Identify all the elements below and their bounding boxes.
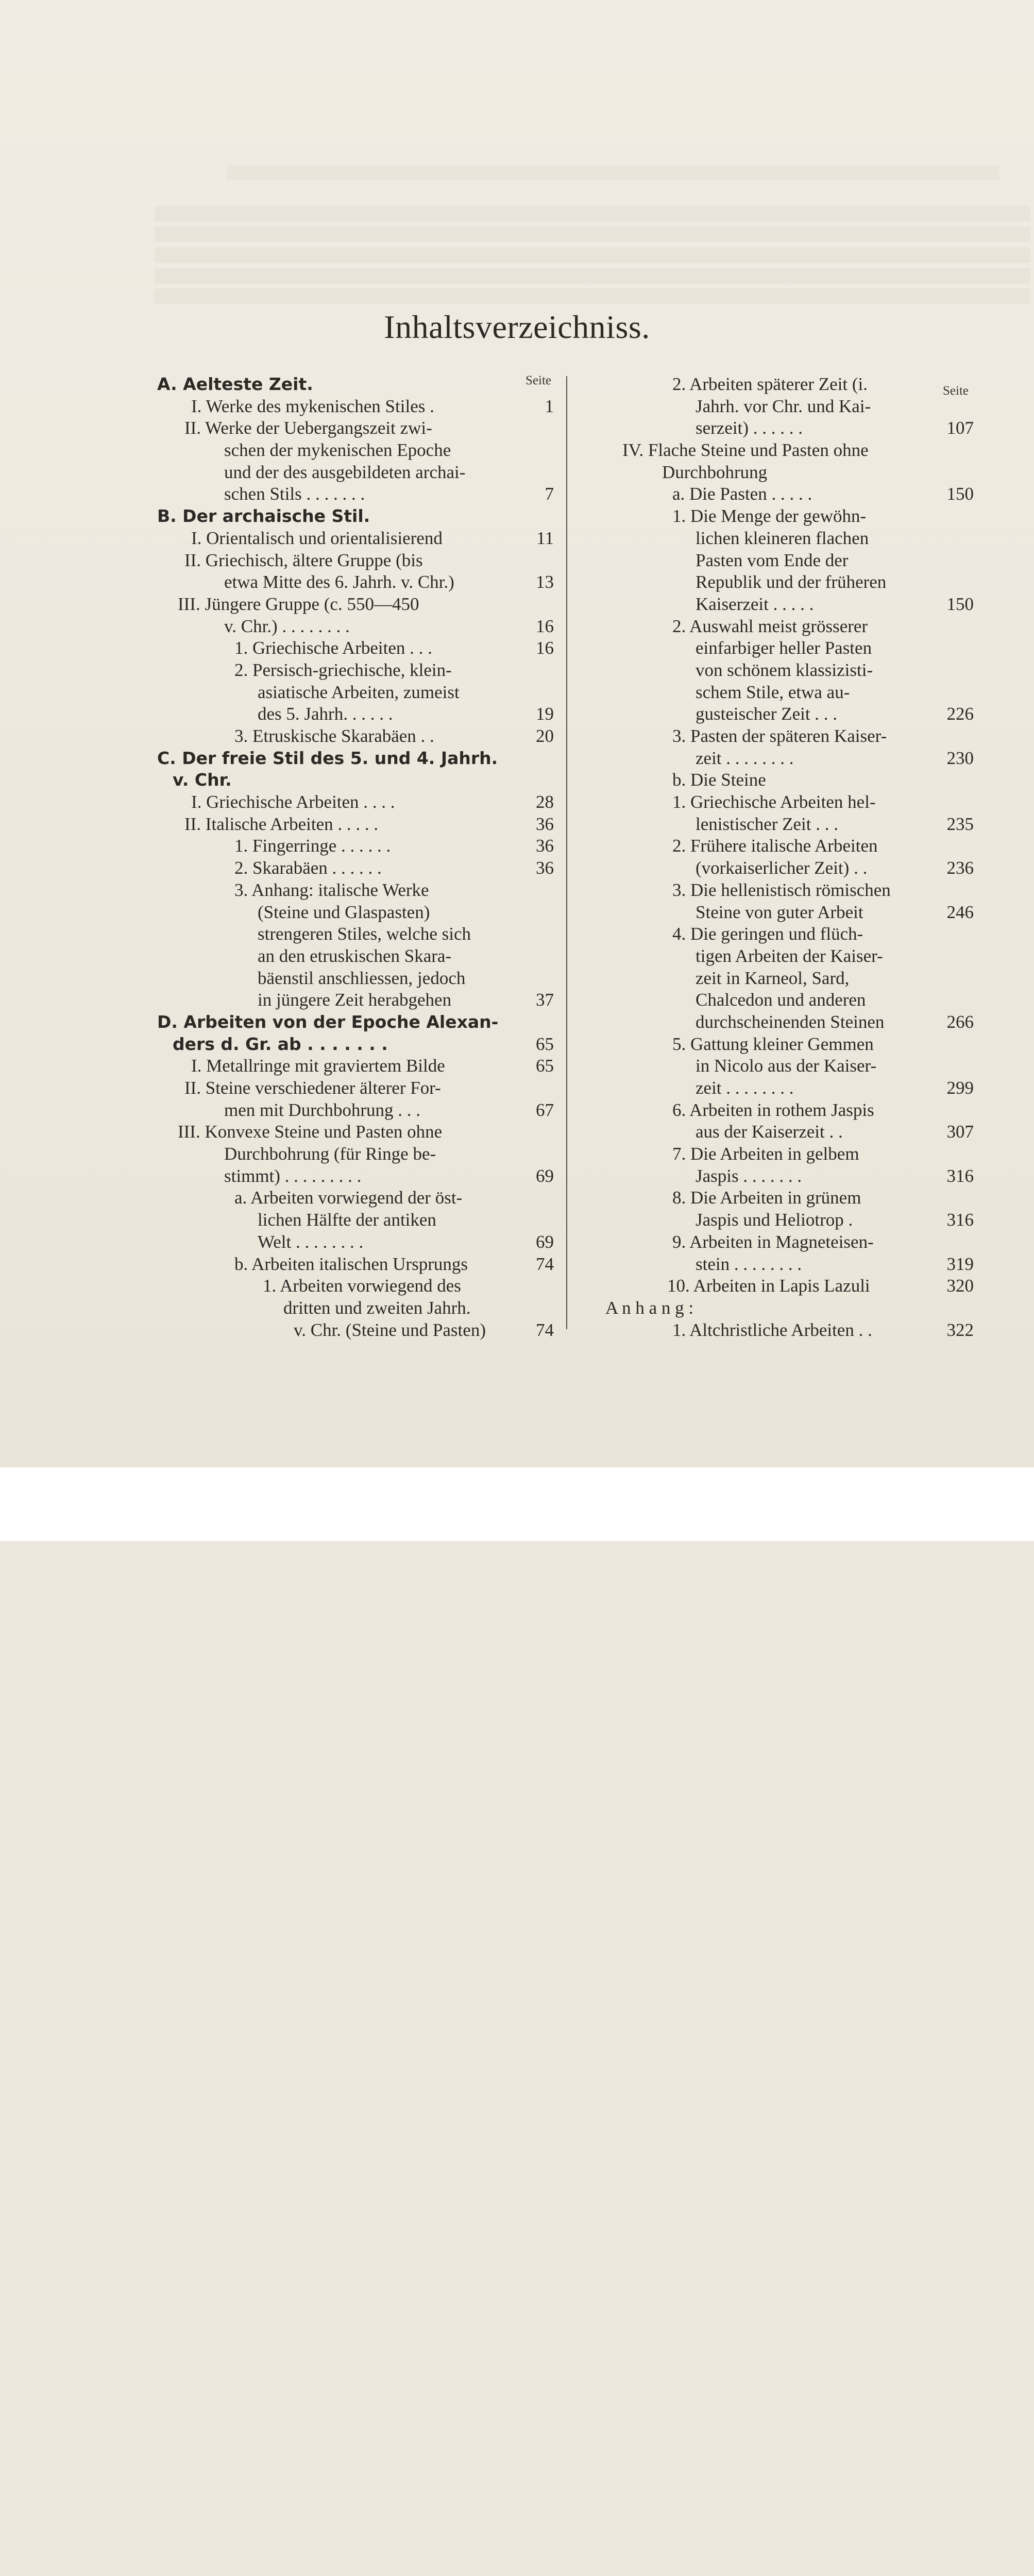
toc-entry-text: I. Werke des mykenischen Stiles . — [191, 396, 434, 416]
toc-entry-text: zeit . . . . . . . . — [696, 1078, 794, 1098]
toc-entry — [157, 1297, 554, 1319]
toc-entry — [595, 1319, 974, 1342]
toc-entry — [157, 1253, 554, 1276]
toc-entry — [157, 594, 554, 616]
toc-entry-text: durchscheinenden Steinen — [696, 1011, 885, 1032]
toc-page-number: 36 — [536, 814, 554, 834]
toc-entry-text: Jaspis und Heliotrop . — [696, 1210, 853, 1230]
toc-entry — [157, 417, 554, 439]
toc-page-number: 1 — [545, 396, 554, 416]
toc-entry-text: stein . . . . . . . . — [696, 1253, 802, 1274]
toc-entry — [157, 396, 554, 418]
toc-entry-text: 1. Griechische Arbeiten . . . — [234, 638, 432, 658]
toc-entry-text: Chalcedon und anderen — [696, 990, 866, 1010]
bleed-through-line — [155, 268, 1030, 283]
toc-entry — [157, 791, 554, 814]
toc-entry — [157, 682, 554, 704]
toc-entry-text: I. Metallringe mit graviertem Bilde — [191, 1056, 445, 1076]
toc-entry — [595, 1187, 974, 1209]
toc-entry-text: b. Arbeiten italischen Ursprungs — [234, 1253, 468, 1274]
bleed-through-line — [155, 227, 1030, 242]
toc-entry — [157, 1319, 554, 1342]
toc-entry — [157, 1099, 554, 1122]
toc-entry — [595, 835, 974, 857]
toc-page-number: 226 — [946, 704, 974, 724]
toc-entry — [157, 748, 554, 770]
toc-entry-text: einfarbiger heller Pasten — [696, 638, 872, 658]
toc-entry — [595, 550, 974, 572]
toc-entry — [595, 1077, 974, 1099]
toc-entry-text: etwa Mitte des 6. Jahrh. v. Chr.) — [224, 572, 454, 592]
toc-entry-text: lichen Hälfte der antiken — [258, 1210, 436, 1230]
toc-entry-text: an den etruskischen Skara- — [258, 945, 452, 966]
toc-entry — [595, 879, 974, 902]
toc-entry-text: II. Steine verschiedener älterer For- — [184, 1078, 441, 1098]
toc-entry-text: Jahrh. vor Chr. und Kai- — [696, 396, 871, 416]
toc-entry — [157, 835, 554, 857]
toc-entry — [595, 1099, 974, 1122]
toc-entry — [157, 1077, 554, 1099]
toc-entry — [595, 374, 974, 396]
toc-entry — [595, 989, 974, 1011]
toc-entry-text: II. Griechisch, ältere Gruppe (bis — [184, 550, 423, 570]
toc-entry — [157, 483, 554, 505]
page-column-label: Seite — [943, 384, 969, 398]
toc-page-number: 37 — [536, 990, 554, 1010]
toc-entry — [595, 791, 974, 814]
toc-section-heading: C. Der freie Stil des 5. und 4. Jahrh. — [157, 748, 498, 768]
toc-page-number: 316 — [946, 1210, 974, 1230]
toc-page-number: 69 — [536, 1231, 554, 1252]
toc-page-number: 230 — [946, 748, 974, 768]
toc-entry-text: 1. Arbeiten vorwiegend des — [263, 1276, 461, 1296]
toc-entry — [595, 968, 974, 990]
toc-page-number: 16 — [536, 638, 554, 658]
toc-entry — [157, 945, 554, 968]
toc-entry — [595, 1033, 974, 1056]
toc-entry — [595, 682, 974, 704]
toc-entry-text: Welt . . . . . . . . — [258, 1231, 364, 1252]
toc-section-heading: ders d. Gr. ab . . . . . . . — [173, 1033, 388, 1054]
toc-entry — [157, 374, 554, 396]
toc-entry-text: 1. Die Menge der gewöhn- — [672, 506, 867, 527]
toc-entry — [157, 616, 554, 638]
toc-entry-text: 3. Anhang: italische Werke — [234, 879, 429, 900]
toc-entry — [157, 528, 554, 550]
toc-entry-text: schem Stile, etwa au- — [696, 682, 850, 702]
toc-entry-text: a. Arbeiten vorwiegend der öst- — [234, 1188, 463, 1208]
toc-entry-text: zeit in Karneol, Sard, — [696, 968, 850, 988]
toc-entry — [157, 439, 554, 462]
toc-entry-text: asiatische Arbeiten, zumeist — [258, 682, 460, 702]
toc-entry-text: Jaspis . . . . . . . — [696, 1165, 802, 1186]
toc-page-number: 307 — [946, 1122, 974, 1142]
toc-entry-text: a. Die Pasten . . . . . — [672, 484, 812, 504]
toc-page-number: 36 — [536, 836, 554, 856]
toc-entry-text: tigen Arbeiten der Kaiser- — [696, 945, 883, 966]
toc-entry-text: II. Werke der Uebergangszeit zwi- — [184, 418, 432, 438]
toc-entry-text: II. Italische Arbeiten . . . . . — [184, 814, 379, 834]
toc-entry — [595, 945, 974, 968]
toc-entry — [157, 1231, 554, 1253]
toc-page-number: 107 — [946, 418, 974, 438]
toc-entry — [595, 814, 974, 836]
toc-entry-text: 2. Arbeiten späterer Zeit (i. — [672, 374, 868, 394]
toc-entry — [157, 1033, 554, 1056]
toc-entry-text: 7. Die Arbeiten in gelbem — [672, 1144, 859, 1164]
toc-entry — [595, 769, 974, 791]
toc-entry-text: III. Konvexe Steine und Pasten ohne — [178, 1122, 443, 1142]
toc-entry-text: lenistischer Zeit . . . — [696, 814, 839, 834]
toc-entry — [157, 1165, 554, 1188]
toc-entry-text: 1. Griechische Arbeiten hel- — [672, 792, 876, 812]
toc-entry — [157, 1275, 554, 1297]
toc-entry-text: Pasten vom Ende der — [696, 550, 849, 570]
toc-entry — [595, 703, 974, 725]
toc-page-number: 320 — [946, 1276, 974, 1296]
toc-page-number: 36 — [536, 858, 554, 878]
toc-page-number: 69 — [536, 1165, 554, 1186]
toc-entry-text: v. Chr.) . . . . . . . . — [224, 616, 350, 636]
toc-entry — [157, 902, 554, 924]
toc-entry — [157, 571, 554, 594]
toc-entry-text: 3. Pasten der späteren Kaiser- — [672, 726, 887, 746]
toc-entry-text: und der des ausgebildeten archai- — [224, 462, 466, 482]
toc-entry — [157, 659, 554, 682]
toc-page-number: 236 — [946, 858, 974, 878]
toc-entry-text: 2. Persisch-griechische, klein- — [234, 659, 452, 680]
toc-entry-text: 3. Die hellenistisch römischen — [672, 879, 891, 900]
bleed-through-line — [155, 289, 1030, 304]
toc-entry-text: v. Chr. (Steine und Pasten) — [294, 1319, 486, 1340]
toc-entry — [595, 528, 974, 550]
toc-entry — [595, 857, 974, 879]
page-column-label: Seite — [526, 374, 551, 387]
toc-entry — [595, 923, 974, 945]
toc-entry-text: 9. Arbeiten in Magneteisen- — [672, 1231, 874, 1252]
toc-entry — [595, 483, 974, 505]
toc-entry-text: III. Jüngere Gruppe (c. 550—450 — [178, 594, 419, 614]
toc-entry — [157, 1055, 554, 1077]
toc-entry — [157, 769, 554, 791]
toc-entry-text: bäenstil anschliessen, jedoch — [258, 968, 466, 988]
toc-entry-text: Durchbohrung (für Ringe be- — [224, 1144, 436, 1164]
digitization-footer — [0, 1467, 1034, 1541]
toc-page-number: 65 — [536, 1033, 554, 1054]
toc-entry-text: I. Orientalisch und orientalisierend — [191, 528, 443, 548]
toc-entry — [157, 857, 554, 879]
toc-entry-list — [595, 374, 974, 1341]
toc-entry — [595, 659, 974, 682]
column-divider — [566, 376, 567, 1329]
toc-entry-text: 1. Fingerringe . . . . . . — [234, 836, 391, 856]
toc-entry-text: in jüngere Zeit herabgehen — [258, 990, 452, 1010]
toc-entry-text: (vorkaiserlicher Zeit) . . — [696, 858, 868, 878]
toc-entry-text: stimmt) . . . . . . . . . — [224, 1165, 362, 1186]
toc-entry — [157, 989, 554, 1011]
toc-entry-text: des 5. Jahrh. . . . . . — [258, 704, 393, 724]
toc-entry — [595, 417, 974, 439]
toc-entry — [595, 725, 974, 748]
toc-entry — [157, 968, 554, 990]
bleed-through-line — [155, 206, 1030, 222]
toc-entry-text: lichen kleineren flachen — [696, 528, 869, 548]
toc-entry-text: schen der mykenischen Epoche — [224, 440, 451, 461]
toc-entry — [595, 1275, 974, 1297]
toc-entry — [595, 748, 974, 770]
toc-entry — [157, 814, 554, 836]
toc-entry-text: Kaiserzeit . . . . . — [696, 594, 814, 614]
toc-entry-text: IV. Flache Steine und Pasten ohne — [622, 440, 869, 461]
toc-page-number: 319 — [946, 1253, 974, 1274]
toc-entry — [595, 1253, 974, 1276]
toc-entry — [157, 879, 554, 902]
toc-entry-text: 2. Frühere italische Arbeiten — [672, 836, 878, 856]
toc-page-number: 150 — [946, 594, 974, 614]
toc-entry — [595, 462, 974, 484]
toc-entry — [157, 550, 554, 572]
toc-page-number: 299 — [946, 1078, 974, 1098]
toc-page-number: 20 — [536, 726, 554, 746]
toc-page-number: 13 — [536, 572, 554, 592]
toc-page-number: 322 — [946, 1319, 974, 1340]
toc-entry — [595, 616, 974, 638]
toc-entry — [595, 1297, 974, 1319]
toc-page-number: 28 — [536, 792, 554, 812]
toc-page-number: 7 — [545, 484, 554, 504]
toc-entry — [157, 1121, 554, 1143]
toc-entry — [157, 1187, 554, 1209]
toc-entry — [595, 1209, 974, 1231]
toc-section-heading: A. Aelteste Zeit. — [157, 374, 313, 394]
toc-entry-text: strengeren Stiles, welche sich — [258, 924, 471, 944]
toc-entry-text: Durchbohrung — [662, 462, 768, 482]
toc-entry — [595, 571, 974, 594]
toc-entry-text: (Steine und Glaspasten) — [258, 902, 430, 922]
toc-page-number: 65 — [536, 1056, 554, 1076]
toc-entry — [595, 439, 974, 462]
toc-entry-text: in Nicolo aus der Kaiser- — [696, 1056, 877, 1076]
toc-page-number: 266 — [946, 1011, 974, 1032]
toc-entry-text: 2. Auswahl meist grösserer — [672, 616, 868, 636]
toc-entry — [157, 703, 554, 725]
toc-entry — [157, 505, 554, 528]
toc-entry-text: 10. Arbeiten in Lapis Lazuli — [667, 1276, 870, 1296]
toc-entry-text: 8. Die Arbeiten in grünem — [672, 1188, 861, 1208]
toc-page-number: 74 — [536, 1319, 554, 1340]
toc-entry — [595, 594, 974, 616]
toc-entry-text: 4. Die geringen und flüch- — [672, 924, 863, 944]
bleed-through-line — [227, 165, 999, 180]
toc-entry-text: 6. Arbeiten in rothem Jaspis — [672, 1099, 874, 1120]
toc-entry — [595, 637, 974, 659]
toc-entry — [595, 1231, 974, 1253]
toc-entry — [595, 902, 974, 924]
toc-page-number: 11 — [536, 528, 554, 548]
toc-entry-text: I. Griechische Arbeiten . . . . — [191, 792, 395, 812]
toc-entry — [157, 1143, 554, 1165]
toc-entry-text: serzeit) . . . . . . — [696, 418, 803, 438]
toc-page-number: 16 — [536, 616, 554, 636]
toc-page-number: 74 — [536, 1253, 554, 1274]
toc-section-heading: B. Der archaische Stil. — [157, 506, 370, 527]
toc-entry-text: gusteischer Zeit . . . — [696, 704, 838, 724]
toc-entry — [157, 637, 554, 659]
toc-entry — [595, 1121, 974, 1143]
toc-page-number: 67 — [536, 1099, 554, 1120]
toc-entry — [595, 1055, 974, 1077]
toc-entry — [595, 1143, 974, 1165]
toc-entry-text: aus der Kaiserzeit . . — [696, 1122, 843, 1142]
toc-page-number: 150 — [946, 484, 974, 504]
toc-entry-text: 2. Skarabäen . . . . . . — [234, 858, 382, 878]
toc-entry-text: von schönem klassizisti- — [696, 659, 873, 680]
toc-page-number: 235 — [946, 814, 974, 834]
toc-entry — [595, 505, 974, 528]
toc-entry — [157, 1011, 554, 1033]
bleed-through-line — [155, 247, 1030, 263]
toc-page-number: 246 — [946, 902, 974, 922]
toc-entry-text: Republik und der früheren — [696, 572, 887, 592]
toc-entry — [157, 1209, 554, 1231]
toc-entry-text: 5. Gattung kleiner Gemmen — [672, 1033, 874, 1054]
toc-entry — [595, 396, 974, 418]
toc-entry-text: 3. Etruskische Skarabäen . . — [234, 726, 434, 746]
toc-entry-text: 1. Altchristliche Arbeiten . . — [672, 1319, 872, 1340]
toc-entry-text: dritten und zweiten Jahrh. — [283, 1297, 471, 1318]
toc-entry-text: schen Stils . . . . . . . — [224, 484, 365, 504]
toc-entry-list — [157, 374, 554, 1341]
toc-page-number: 19 — [536, 704, 554, 724]
toc-entry — [595, 1011, 974, 1033]
toc-entry — [595, 1165, 974, 1188]
toc-entry-text: zeit . . . . . . . . — [696, 748, 794, 768]
page-title: Inhaltsverzeichniss. — [384, 309, 650, 345]
toc-entry — [157, 923, 554, 945]
toc-section-heading: v. Chr. — [173, 770, 232, 790]
toc-entry-text: Steine von guter Arbeit — [696, 902, 863, 922]
toc-entry — [157, 725, 554, 748]
toc-entry-text: A n h a n g : — [605, 1297, 694, 1318]
toc-page-number: 316 — [946, 1165, 974, 1186]
toc-entry — [157, 462, 554, 484]
toc-entry-text: men mit Durchbohrung . . . — [224, 1099, 421, 1120]
toc-section-heading: D. Arbeiten von der Epoche Alexan- — [157, 1011, 499, 1032]
toc-entry-text: b. Die Steine — [672, 770, 766, 790]
